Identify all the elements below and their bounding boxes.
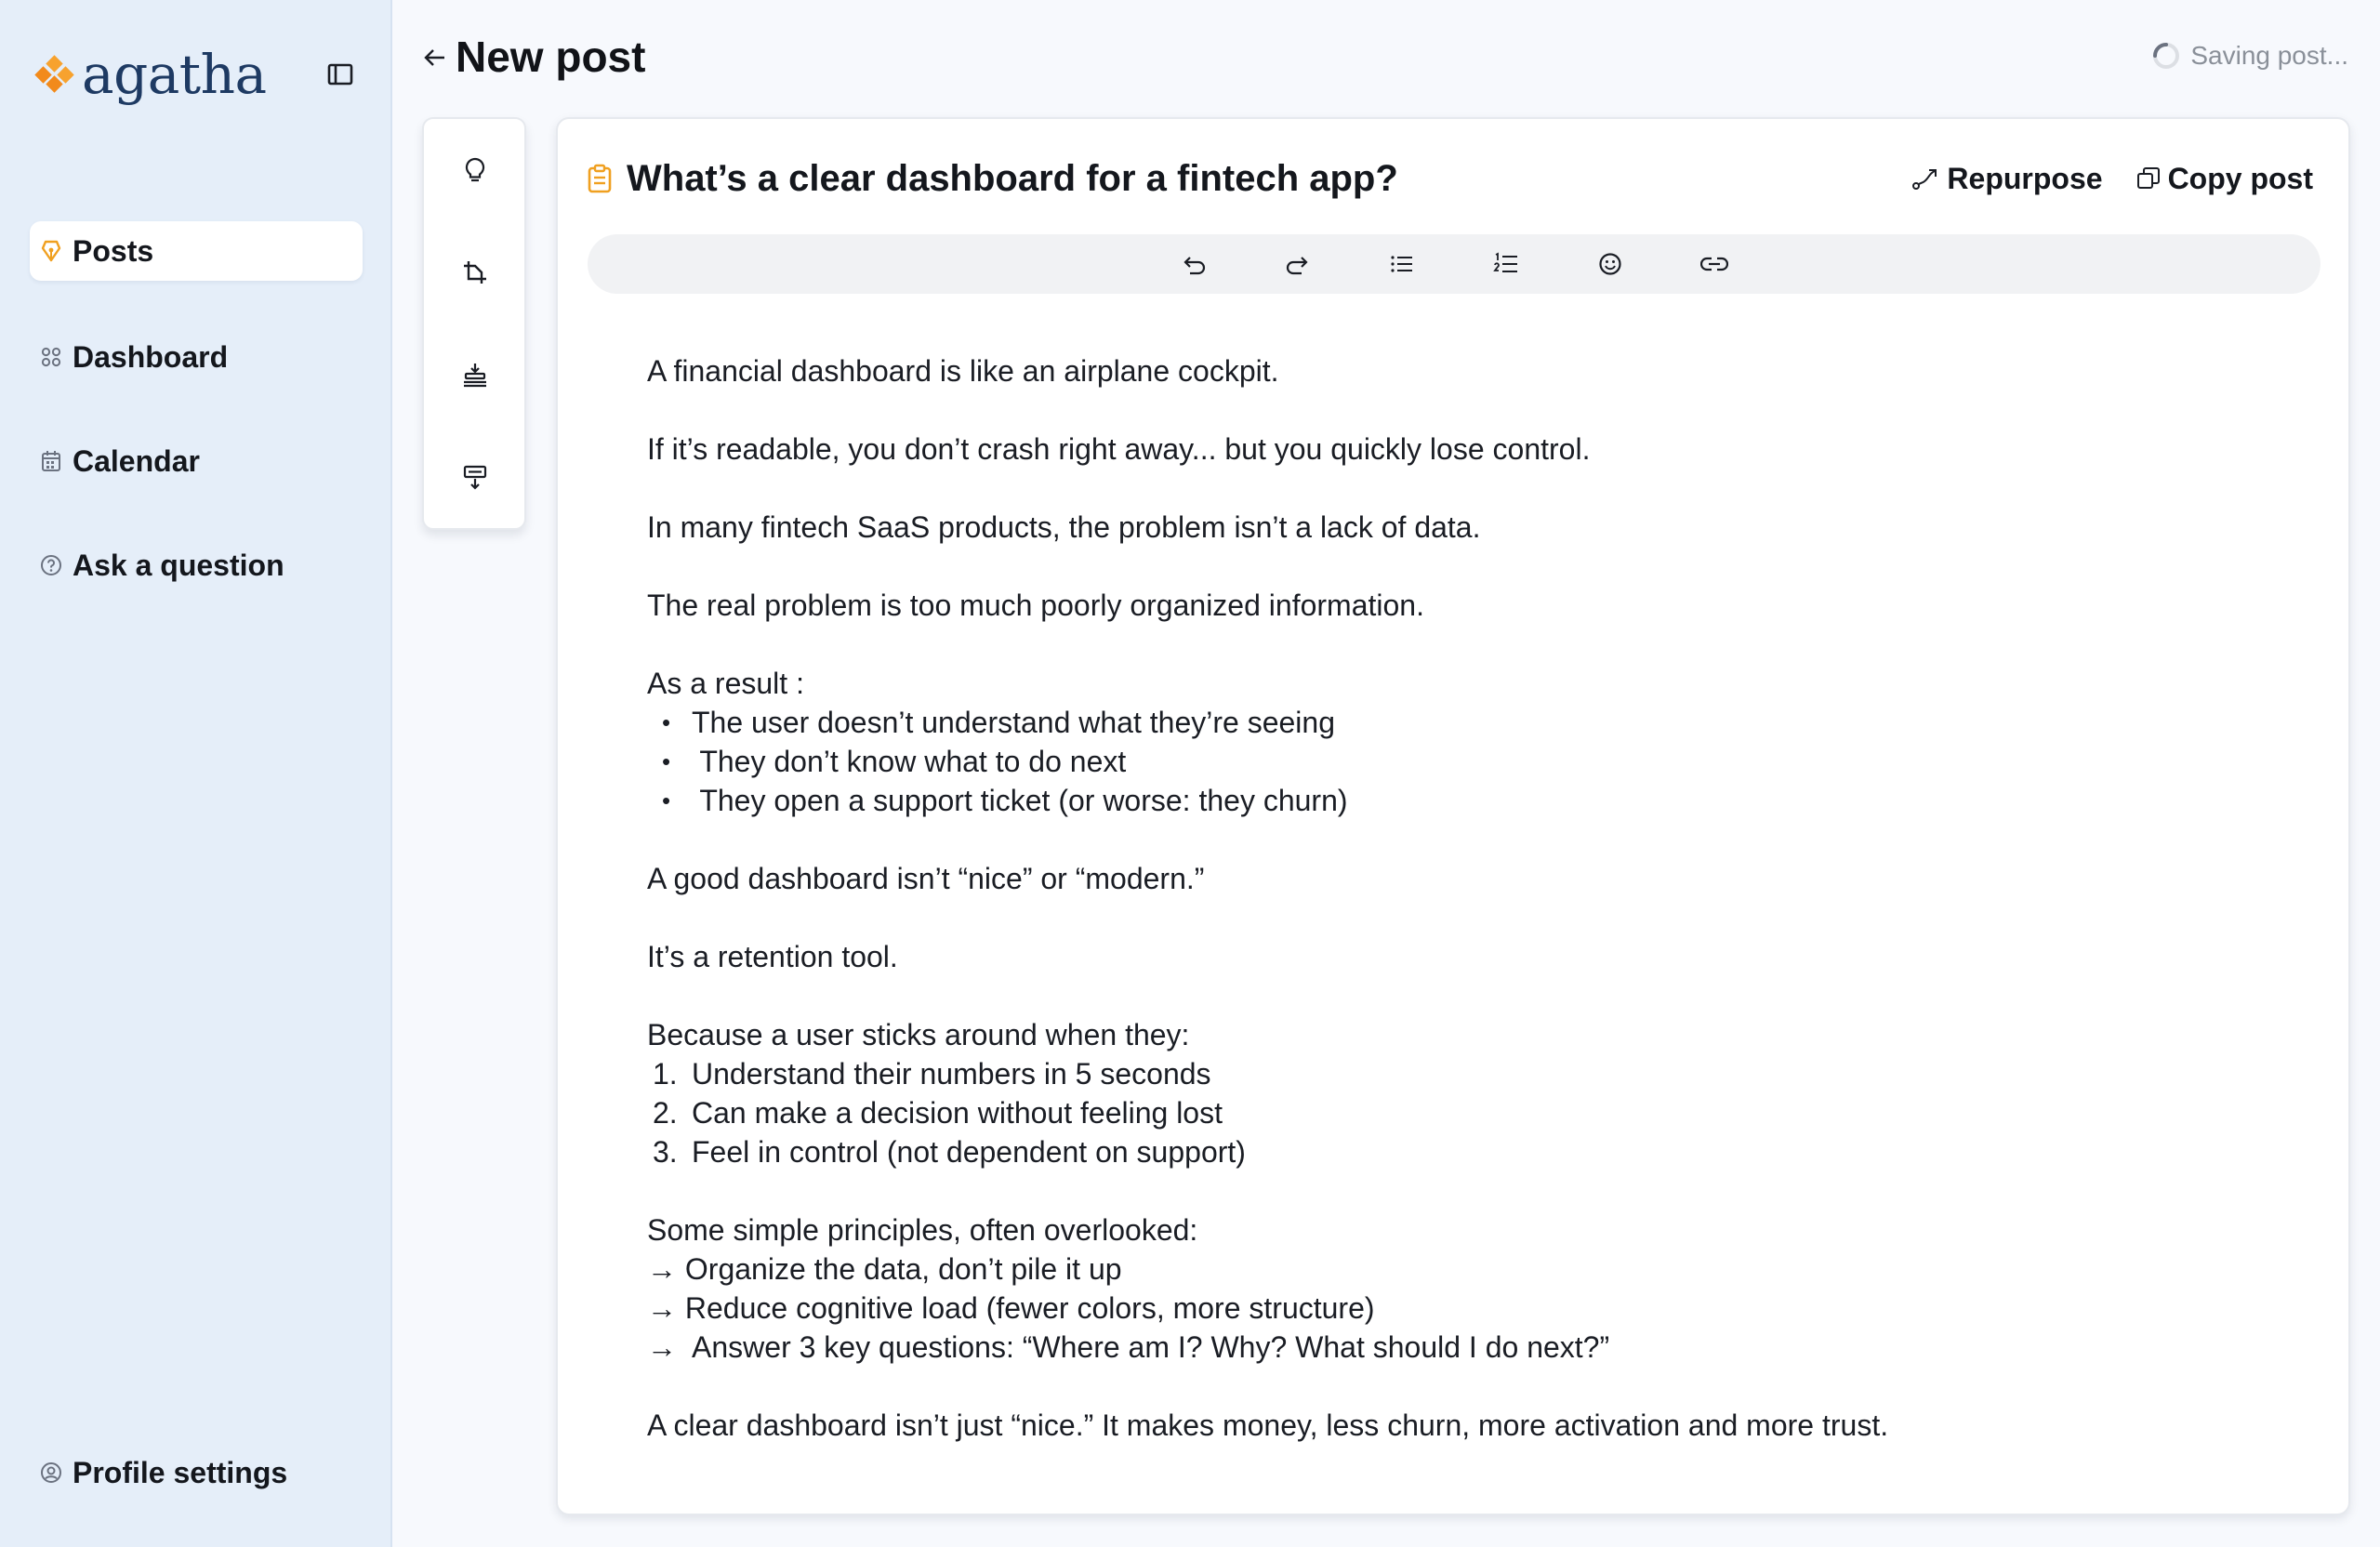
principle-line: → Answer 3 key questions: “Where am I? Why? What should I do next?” — [647, 1330, 1610, 1364]
spinner-icon — [2151, 41, 2181, 71]
principle-line: → Organize the data, don’t pile it up — [647, 1252, 1122, 1286]
arrow-left-icon — [422, 46, 448, 69]
paragraph: A clear dashboard isn’t just “nice.” It makes money, less churn, more activation and more trust. — [647, 1408, 1889, 1442]
sidebar-item-label: Calendar — [73, 443, 200, 478]
paragraph: A financial dashboard is like an airplane cockpit. — [647, 354, 1279, 388]
align-bottom-icon — [462, 362, 488, 388]
copy-post-label: Copy post — [2167, 161, 2313, 195]
list-item: 2. Can make a decision without feeling lost — [653, 1096, 1223, 1130]
list-item: • They open a support ticket (or worse: they churn) — [647, 781, 2302, 820]
paragraph: In many fintech SaaS products, the problem isn’t a lack of data. — [647, 510, 1481, 544]
calendar-icon — [39, 449, 63, 473]
numbered-list-icon — [1493, 252, 1519, 276]
sidebar-toggle-icon — [327, 63, 353, 86]
post-editor — [556, 117, 2350, 1515]
lightbulb-icon — [463, 156, 487, 184]
numbered-list-button[interactable] — [1486, 244, 1527, 284]
paragraph: It’s a retention tool. — [647, 940, 898, 973]
logo-mark-icon — [35, 56, 73, 93]
format-toolbar — [588, 234, 2320, 294]
sidebar-item-profile-settings[interactable] — [30, 1443, 363, 1502]
redo-icon — [1285, 253, 1311, 275]
crop-icon — [462, 259, 488, 285]
principle-line: → Reduce cognitive load (fewer colors, more structure) — [647, 1291, 1375, 1325]
arrow-down-box-icon — [462, 464, 488, 490]
help-circle-icon — [39, 553, 63, 577]
sidebar-item-ask-question[interactable] — [30, 536, 363, 595]
list-item: 1. Understand their numbers in 5 seconds — [653, 1057, 1211, 1091]
repurpose-icon — [1911, 166, 1939, 191]
sidebar-item-calendar[interactable] — [30, 431, 363, 491]
expand-down-button[interactable] — [456, 457, 495, 496]
sidebar-item-dashboard[interactable] — [30, 327, 363, 387]
post-header — [588, 151, 2313, 206]
brand-logo[interactable] — [35, 37, 267, 112]
sidebar-item-label: Posts — [73, 233, 154, 268]
link-icon — [1700, 255, 1728, 273]
redo-button[interactable] — [1277, 244, 1318, 284]
numbered-list — [647, 1054, 2302, 1171]
result-section — [647, 664, 2302, 820]
paragraph: A good dashboard isn’t “nice” or “modern.” — [647, 862, 1205, 895]
sidebar-item-label: Ask a question — [73, 548, 284, 582]
ideas-button[interactable] — [456, 151, 495, 190]
copy-icon — [2136, 166, 2161, 191]
clipboard-icon — [588, 164, 614, 193]
align-bottom-button[interactable] — [456, 355, 495, 394]
list-item: • The user doesn’t understand what they’re seeing — [647, 703, 2302, 742]
sidebar-item-label: Dashboard — [73, 339, 229, 374]
back-button[interactable] — [416, 41, 454, 74]
principles-section — [647, 1210, 2302, 1367]
because-section — [647, 1015, 2302, 1171]
list-item: • They don’t know what to do next — [647, 742, 2302, 781]
crop-button[interactable] — [456, 253, 495, 292]
paragraph: As a result : — [647, 667, 804, 700]
undo-button[interactable] — [1173, 244, 1214, 284]
post-title[interactable]: What’s a clear dashboard for a fintech app? — [627, 157, 1398, 199]
list-item: 3. Feel in control (not dependent on support) — [653, 1135, 1246, 1169]
sidebar — [0, 0, 392, 1547]
repurpose-button[interactable] — [1911, 162, 2102, 196]
sidebar-item-posts[interactable] — [30, 221, 363, 281]
post-body[interactable] — [647, 351, 2302, 1484]
sidebar-item-label: Profile settings — [73, 1455, 288, 1489]
page-title: New post — [456, 33, 646, 81]
brand-name: agatha — [82, 43, 267, 106]
link-button[interactable] — [1694, 244, 1735, 284]
save-status-text: Saving post... — [2190, 41, 2348, 70]
paragraph: Some simple principles, often overlooked: — [647, 1213, 1198, 1247]
paragraph: If it’s readable, you don’t crash right away... but you quickly lose control. — [647, 432, 1591, 466]
copy-post-button[interactable] — [2136, 162, 2313, 196]
emoji-button[interactable] — [1590, 244, 1631, 284]
user-circle-icon — [39, 1461, 63, 1485]
sidebar-collapse-button[interactable] — [324, 60, 357, 89]
emoji-icon — [1598, 252, 1622, 276]
bullet-list-button[interactable] — [1382, 244, 1422, 284]
repurpose-label: Repurpose — [1947, 161, 2103, 195]
save-status — [2151, 41, 2348, 71]
paragraph: The real problem is too much poorly organized information. — [647, 588, 1424, 622]
pen-nib-icon — [39, 239, 63, 263]
bullet-list-icon — [1389, 253, 1415, 275]
bullet-list — [647, 703, 2302, 820]
paragraph: Because a user sticks around when they: — [647, 1018, 1190, 1051]
undo-icon — [1181, 253, 1207, 275]
tool-rail — [422, 117, 526, 530]
grid-dots-icon — [39, 345, 63, 369]
